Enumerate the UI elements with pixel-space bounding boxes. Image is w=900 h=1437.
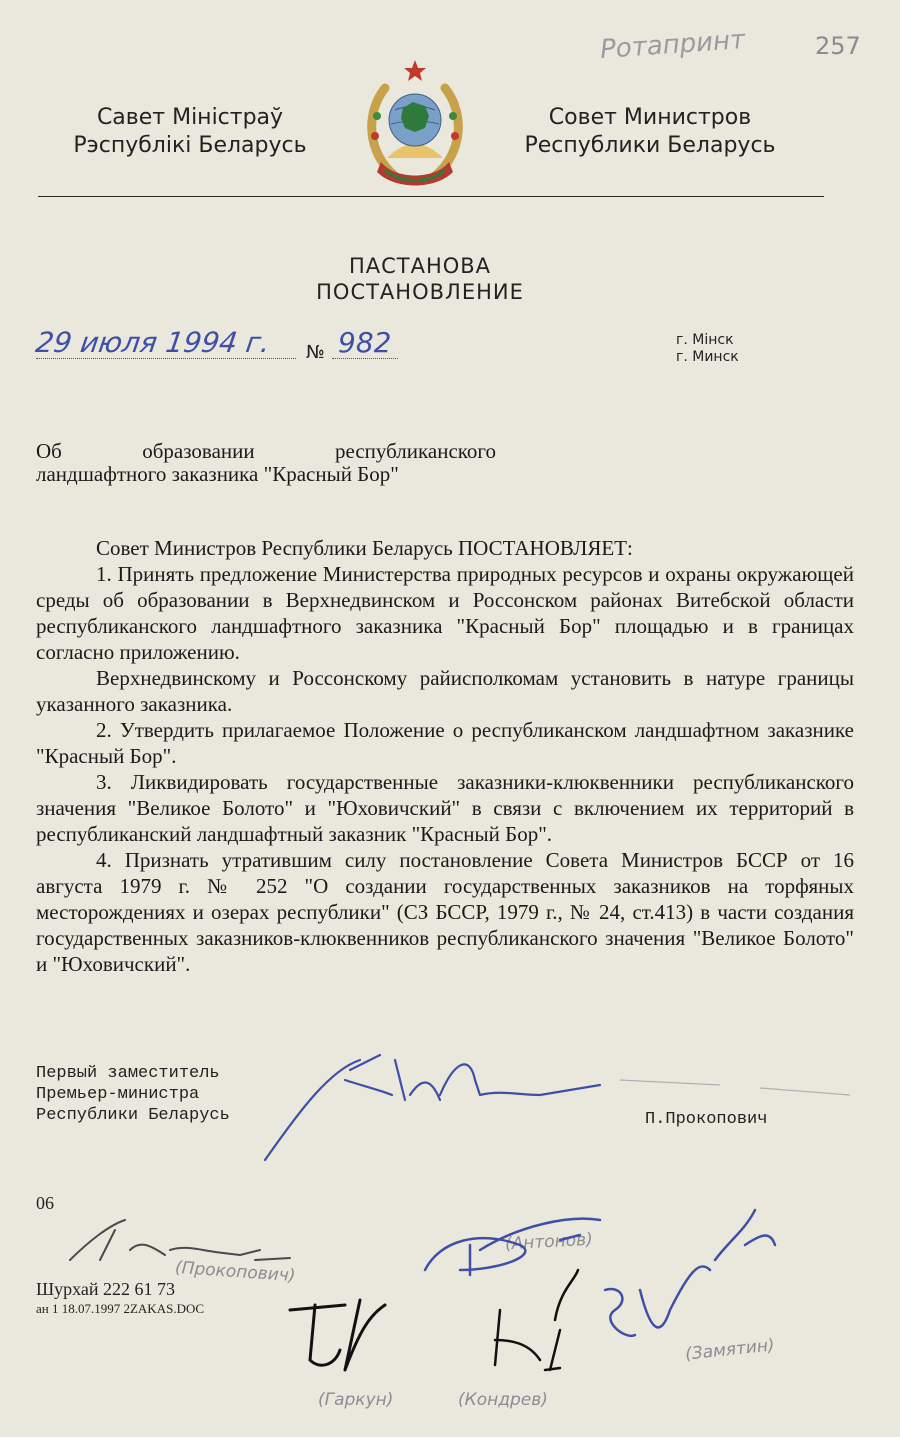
document-body <box>36 535 854 977</box>
header-left-line1: Савет Міністраў <box>96 105 284 130</box>
document-subject <box>36 440 496 486</box>
signer-title <box>36 1063 230 1126</box>
subject-line1: Об образовании республиканского <box>36 439 496 463</box>
visa-note-5: (Замятин) <box>684 1335 776 1365</box>
doc-type-ru: ПОСТАНОВЛЕНИЕ <box>316 280 524 304</box>
number-field <box>332 328 398 359</box>
number-sign: № <box>306 342 325 363</box>
body-paragraph: Верхнедвинскому и Россонскому райисполкомам установить в натуре границы указанного заказника. <box>36 666 854 716</box>
header-right-line1: Совет Министров <box>548 105 752 130</box>
visa-note-1: (Прокопович) <box>174 1257 297 1287</box>
header-left <box>40 104 340 160</box>
archive-sheet-number: 257 <box>815 32 861 60</box>
state-emblem-icon <box>355 58 475 194</box>
subject-line2: ландшафтного заказника "Красный Бор" <box>36 462 399 486</box>
main-signature <box>265 1055 600 1160</box>
archive-note: Ротапринт <box>599 24 747 66</box>
footer-executor: Шурхай 222 61 73 <box>36 1279 176 1299</box>
body-paragraph: 4. Признать утратившим силу постановление Совета Министров БССР от 16 августа 1979 г. № 252 "О создании государственных заказников на торфяных месторождениях и озерах республики" (СЗ БССР, 1979 г., № 24, ст.413) в части создания государственных заказников-клюквенников республиканского значения "Великое Болото" и "Юховичский". <box>36 848 854 976</box>
body-paragraph: 2. Утвердить прилагаемое Положение о республиканском ландшафтном заказнике "Красный Бор". <box>36 718 854 768</box>
visa-signature-3 <box>290 1300 385 1370</box>
visa-signature-1 <box>70 1220 290 1260</box>
visa-note-4: (Кондрев) <box>458 1390 548 1410</box>
body-paragraph: 1. Принять предложение Министерства природных ресурсов и охраны окружающей среды об образовании в Верхнедвинском и Россонском районах Витебской области республиканского ландшафтного заказника "Красный Бор" площадью и в границах согласно приложению. <box>36 562 854 664</box>
signer-title-line1: Первый заместитель <box>36 1064 220 1083</box>
header-divider <box>38 196 824 197</box>
date-field <box>33 326 296 359</box>
city-block <box>676 332 739 366</box>
visa-note-3: (Гаркун) <box>318 1390 394 1410</box>
city-ru: г. Минск <box>676 349 739 365</box>
header-right <box>500 104 800 160</box>
signer-title-line2: Премьер-министра <box>36 1085 200 1104</box>
header-left-line2: Рэспублікі Беларусь <box>73 133 307 158</box>
visa-signature-5 <box>605 1210 775 1336</box>
city-be: г. Мінск <box>676 332 734 348</box>
body-paragraph: 3. Ликвидировать государственные заказники-клюквенники республиканского значения "Великое Болото" и "Юховичский" в связи с включением их территорий в республиканский ландшафтный заказник "Красный Бор". <box>36 770 854 846</box>
visa-note-2: (Антонов) <box>504 1229 594 1255</box>
number-handwritten: 982 <box>338 326 392 359</box>
date-handwritten: 29 июля 1994 г. <box>33 326 273 359</box>
body-paragraph: Совет Министров Республики Беларусь ПОСТАНОВЛЯЕТ: <box>96 536 633 560</box>
signer-name: П.Прокопович <box>645 1110 768 1129</box>
visa-signature-4 <box>495 1270 578 1370</box>
doc-type-be: ПАСТАНОВА <box>348 254 492 278</box>
header-right-line2: Республики Беларусь <box>524 133 776 158</box>
footer-file-info: ан 1 18.07.1997 2ZAKAS.DOC <box>36 1301 205 1316</box>
signer-title-line3: Республики Беларусь <box>36 1106 230 1125</box>
footer-code: 06 <box>36 1193 54 1213</box>
